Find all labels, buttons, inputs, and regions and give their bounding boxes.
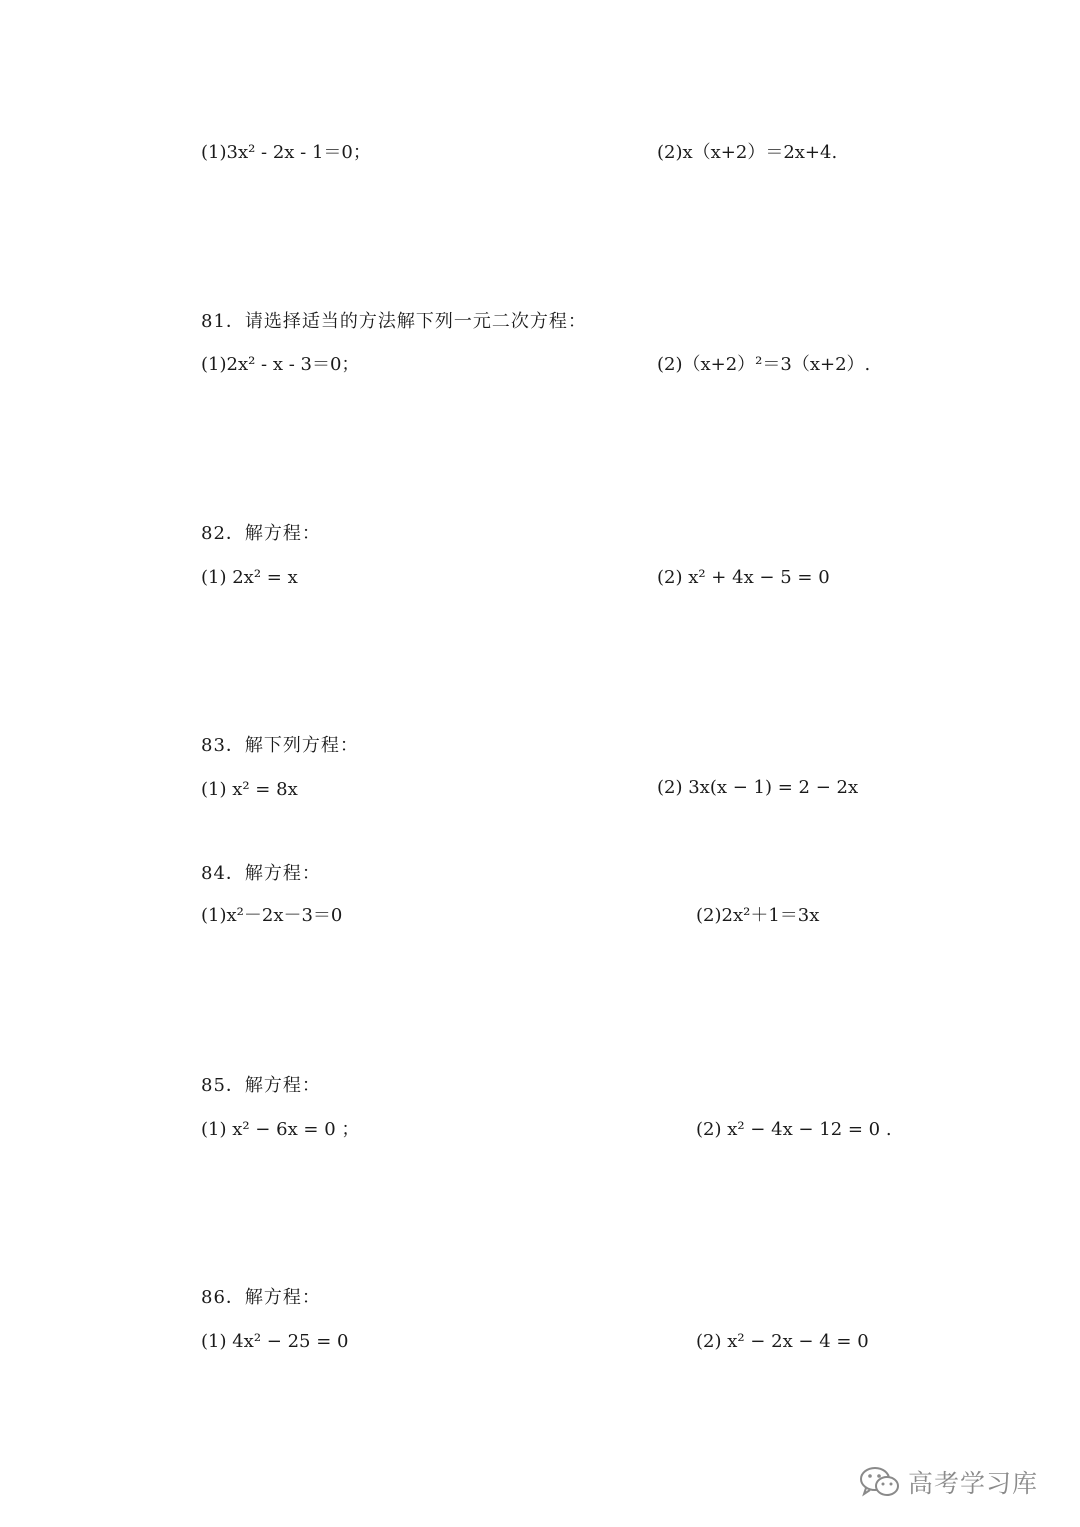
problem-81-part-1: (1)2x² - x - 3＝0； — [201, 354, 360, 375]
problem-82-part-1: (1) 2x² = x — [201, 567, 298, 588]
problem-83-part-1: (1) x² = 8x — [201, 779, 298, 800]
problem-82-part-2: (2) x² + 4x − 5 = 0 — [657, 567, 830, 588]
problem-83-part-2: (2) 3x(x − 1) = 2 − 2x — [657, 777, 859, 798]
problem-83-title: 83．解下列方程： — [201, 735, 359, 756]
problem-85-part-2: (2) x² − 4x − 12 = 0 . — [696, 1119, 892, 1140]
problem-84-part-2: (2)2x²＋1＝3x — [696, 905, 820, 926]
problem-80-part-2: (2)x（x+2）＝2x+4. — [657, 142, 838, 163]
watermark — [858, 1462, 1038, 1502]
problem-80-part-1: (1)3x² - 2x - 1＝0； — [201, 142, 371, 163]
problem-85-part-1: (1) x² − 6x = 0 ； — [201, 1119, 360, 1140]
problem-85-title: 85．解方程： — [201, 1075, 321, 1096]
problem-81-title: 81．请选择适当的方法解下列一元二次方程： — [201, 311, 587, 332]
problem-81-part-2: (2)（x+2）²＝3（x+2）. — [657, 354, 871, 375]
problem-84-title: 84．解方程： — [201, 863, 321, 884]
problem-86-part-2: (2) x² − 2x − 4 = 0 — [696, 1331, 869, 1352]
problem-86-title: 86．解方程： — [201, 1287, 321, 1308]
problem-84-part-1: (1)x²－2x－3＝0 — [201, 905, 343, 926]
problem-82-title: 82．解方程： — [201, 523, 321, 544]
problem-86-part-1: (1) 4x² − 25 = 0 — [201, 1331, 349, 1352]
watermark-text: 高考学习库 — [908, 1469, 1039, 1498]
wechat-icon — [858, 1465, 902, 1499]
